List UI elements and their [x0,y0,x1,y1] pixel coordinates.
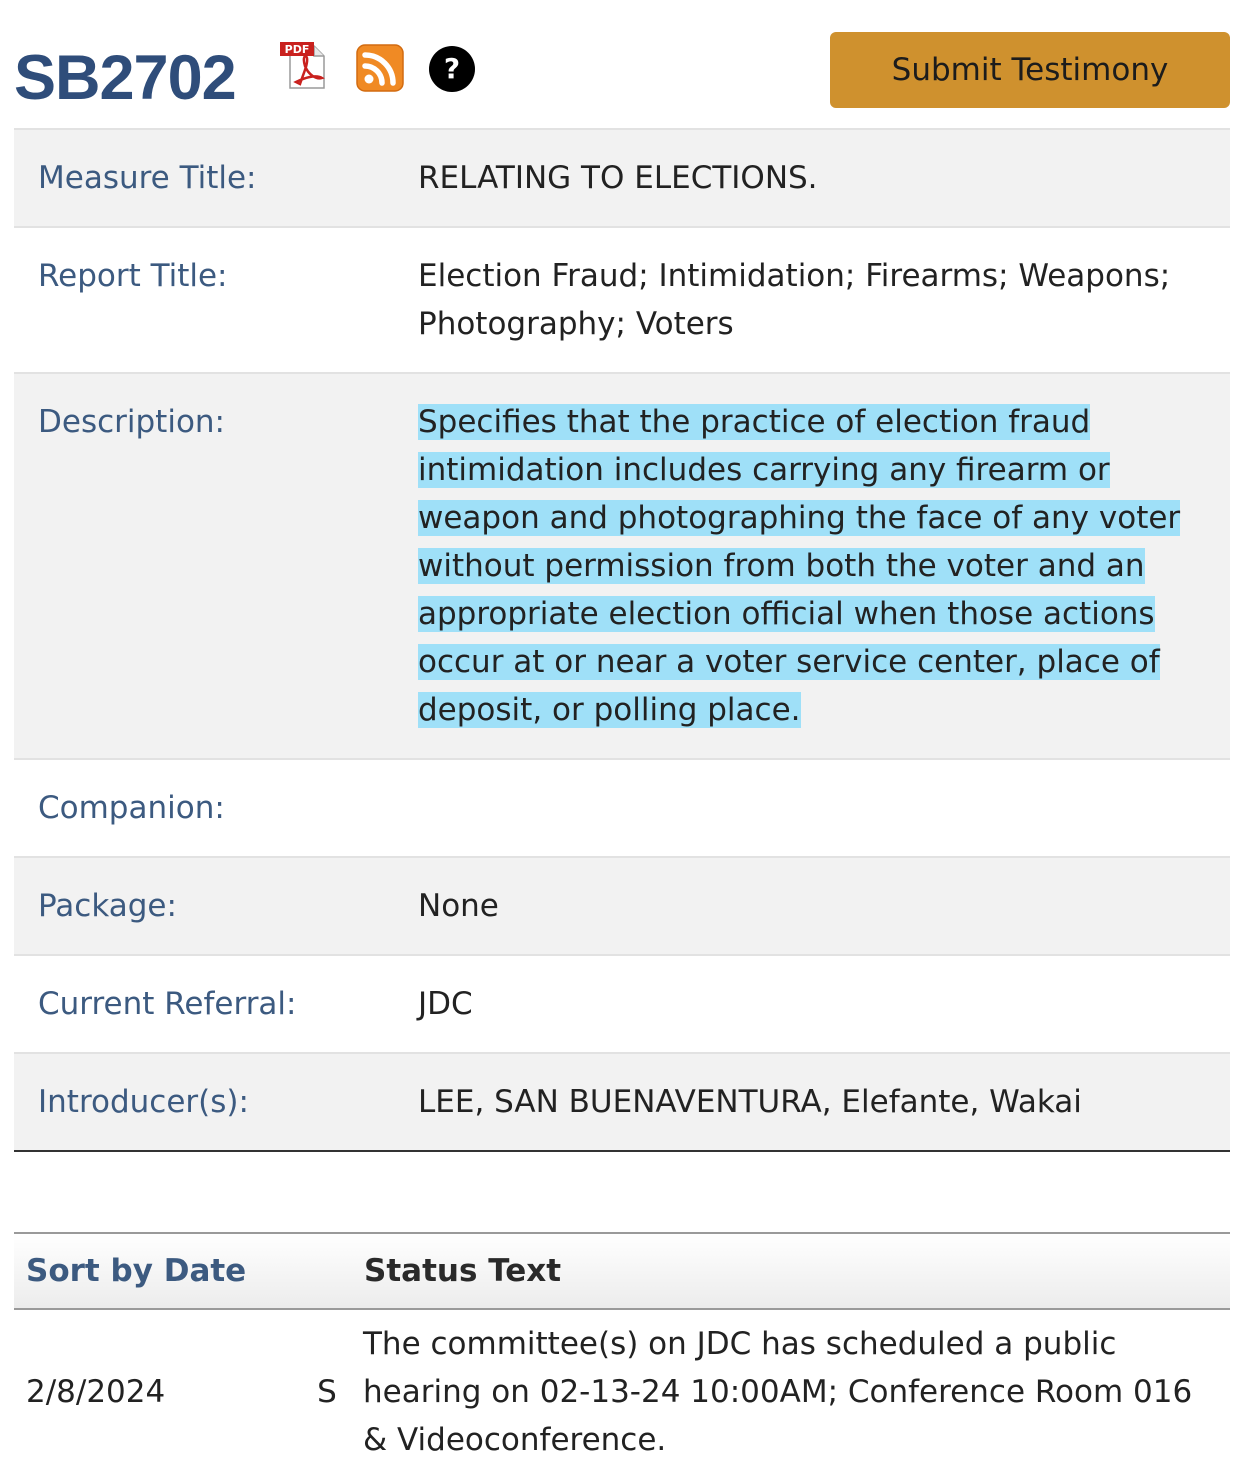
help-glyph: ? [443,52,461,85]
pdf-icon[interactable] [278,40,330,92]
pdf-badge-text: PDF [284,43,310,56]
status-chamber: S [317,1374,337,1410]
report-title-row [14,227,1230,373]
package-value: None [418,857,1230,955]
report-title-value: Election Fraud; Intimidation; Firearms; Weapons; Photography; Voters [418,227,1230,373]
status-table [14,1232,1230,1474]
status-text-header: Status Text [363,1233,1230,1309]
description-value[interactable]: Specifies that the practice of election fraud intimidation includes carrying any firearm or weapon and photographing the face of any voter without permission from both the voter and an appropriate election official when those actions occur at or near a voter service center, place of deposit, or polling place. [418,404,1181,728]
status-date: 2/8/2024 [26,1374,166,1410]
introducers-value: LEE, SAN BUENAVENTURA, Elefante, Wakai [418,1053,1230,1151]
measure-title-row [14,129,1230,227]
introducers-row [14,1053,1230,1151]
table-row [14,1309,1230,1474]
bill-number: SB2702 [14,43,236,113]
measure-title-label: Measure Title: [14,129,418,227]
bill-header [14,30,1230,120]
rss-icon[interactable] [356,44,404,92]
description-row [14,373,1230,759]
status-text: The committee(s) on JDC has scheduled a public hearing on 02-13-24 10:00AM; Conference Room 016 & Videoconference. [363,1326,1193,1458]
report-title-label: Report Title: [14,227,418,373]
introducers-label: Introducer(s): [14,1053,418,1151]
current-referral-row [14,955,1230,1053]
chamber-header [291,1233,363,1309]
current-referral-label: Current Referral: [14,955,418,1053]
companion-label: Companion: [14,759,418,857]
description-label: Description: [14,373,418,759]
measure-info-table [14,128,1230,1152]
companion-value [418,759,1230,857]
measure-title-value: RELATING TO ELECTIONS. [418,129,1230,227]
submit-testimony-button[interactable]: Submit Testimony [830,32,1230,108]
sort-by-date-link[interactable]: Sort by Date [14,1233,291,1309]
current-referral-value: JDC [418,955,1230,1053]
status-header-row [14,1233,1230,1309]
package-row [14,857,1230,955]
companion-row [14,759,1230,857]
package-label: Package: [14,857,418,955]
help-icon[interactable] [428,45,476,93]
